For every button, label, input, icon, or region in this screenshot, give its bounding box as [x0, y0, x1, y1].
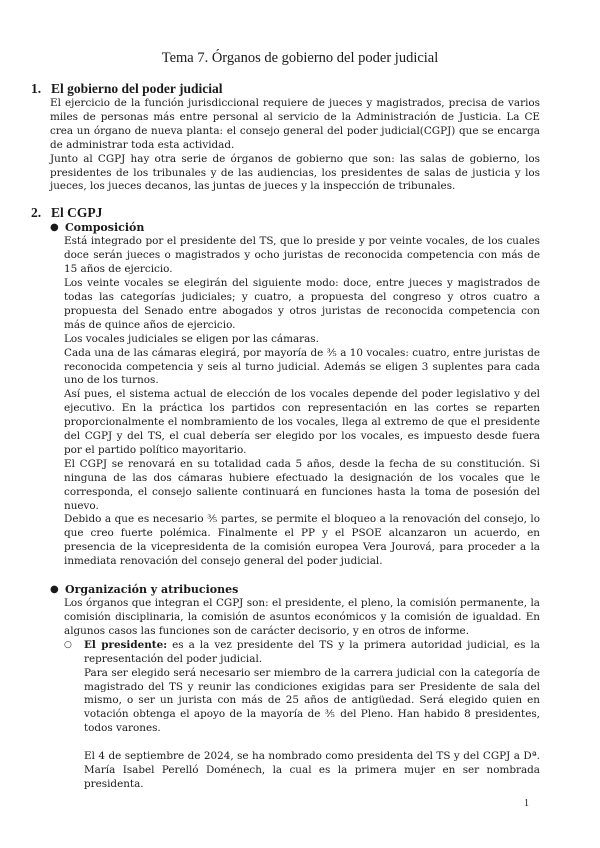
paragraph: El ejercicio de la función jurisdiccional requiere de jueces y magistrados, precisa de varios miles de personas más entre personal al servicio de la Administración de Justicia. La CE crea un órgano de nueva planta: el consejo general del poder judicial(CGPJ) que se encarga de administrar toda esta actividad. [50, 97, 540, 151]
bullet-icon: ● [50, 222, 59, 234]
section-2-title: El CGPJ [51, 205, 103, 221]
subsection-composicion-heading [50, 221, 600, 235]
circle-bullet-icon: ○ [64, 639, 72, 650]
content [0, 80, 600, 792]
section-2-heading [31, 204, 560, 221]
paragraph: Está integrado por el presidente del TS, que lo preside y por veinte vocales, de los cuales doce serán jueces o magistrados y ocho juristas de reconocida competencia con más de 15 años de ejercicio. [64, 235, 540, 276]
presidente-intro [84, 639, 540, 667]
paragraph: Junto al CGPJ hay otra serie de órganos de gobierno que son: las salas de gobierno, los presidentes de los tribunales y de las audiencias, los presidentes de salas de justicia y los jueces, los jueces decanos, las juntas de jueces y la inspección de tribunales. [50, 152, 540, 193]
subsection-title: Composición [65, 221, 145, 235]
paragraph: Los veinte vocales se elegirán del siguiente modo: doce, entre jueces y magistrados de todas las categorías judiciales; y cuatro, a propuesta del congreso y otros cuatro a propuesta del Senado entre abogados y otros juristas de reconocida competencia con más de quince años de ejercicio. [64, 277, 540, 331]
paragraph: Los órganos que integran el CGPJ son: el presidente, el pleno, la comisión permanente, la comisión disciplinaria, la comisión de asuntos económicos y la comisión de igualdad. En algunos casos las funciones son de carácter decisorio, y en otros de informe. [64, 597, 540, 637]
presidente-lead: es a la vez presidente del TS y la primera autoridad judicial, es la representación del poder judicial. [84, 638, 541, 665]
paragraph: Para ser elegido será necesario ser miembro de la carrera judicial con la categoría de magistrado del TS y reunir las condiciones exigidas para ser Presidente de sala del mismo, o ser un jurista con más de 25 años de antigüedad. Será elegido quien en votación obtenga el apoyo de la mayoría de ⅗ del Pleno. Han habido 8 presidentes, todos varones. [84, 666, 540, 735]
section-1-title: El gobierno del poder judicial [51, 81, 223, 96]
paragraph: Así pues, el sistema actual de elección de los vocales depende del poder legislativo y del ejecutivo. En la práctica los partidos con representación en las cortes se reparten proporcionalmente el nombramiento de los vocales, llega al extremo de que el presidente del CGPJ y del TS, el cual debería ser elegido por los vocales, es impuesto desde fuera por el partido político mayoritario. [64, 388, 540, 456]
section-2-number: 2. [31, 205, 42, 221]
section-1-number: 1. [31, 81, 42, 96]
subsection-title: Organización y atribuciones [65, 583, 239, 597]
page-number: 1 [524, 798, 529, 809]
paragraph: Debido a que es necesario ⅗ partes, se permite el bloqueo a la renovación del consejo, lo que creo fuerte polémica. Finalmente el PP y el PSOE alcanzaron un acuerdo, en presencia de la vicepresidenta de la comisión europea Vera Jourová, para proceder a la inmediata renovación del consejo general del poder judicial. [64, 513, 540, 568]
paragraph: El CGPJ se renovará en su totalidad cada 5 años, desde la fecha de su constitución. Si ninguna de las dos cámaras hubiere efectuado la designación de los vocales que le corresponda, el consejo saliente continuará en funciones hasta la toma de posesión del nuevo. [64, 457, 540, 512]
paragraph: Cada una de las cámaras elegirá, por mayoría de ⅗ a 10 vocales: cuatro, entre juristas de reconocida competencia y seis al turno judicial. Además se eligen 3 suplentes para cada uno de los turnos. [64, 346, 540, 387]
page-title: Tema 7. Órganos de gobierno del poder judicial [161, 50, 439, 66]
presidente-label: El presidente: [84, 638, 168, 651]
subsection-organizacion-heading [50, 583, 600, 597]
paragraph: El 4 de septiembre de 2024, se ha nombrado como presidenta del TS y del CGPJ a Dª. María Isabel Perelló Doménech, la cual es la primera mujer en ser nombrada presidenta. [84, 750, 540, 790]
presidente-item [64, 639, 540, 667]
bullet-icon: ● [50, 584, 59, 596]
section-1-heading [31, 80, 560, 97]
paragraph: Los vocales judiciales se eligen por las cámaras. [64, 332, 319, 345]
